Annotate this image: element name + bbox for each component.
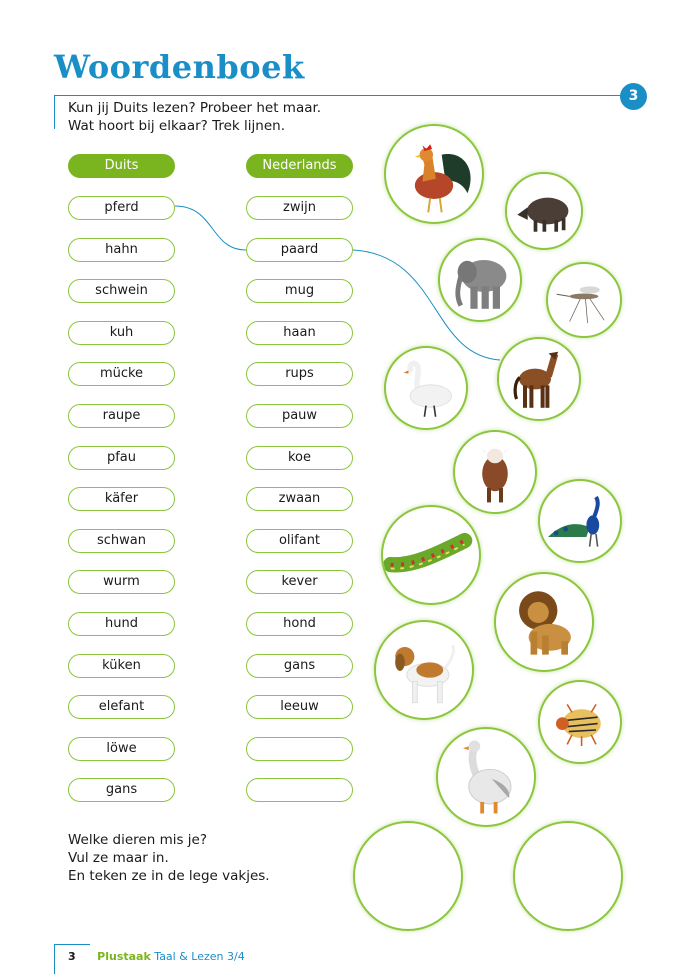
question-line: Welke dieren mis je?: [68, 832, 208, 848]
cow-picture: [453, 430, 537, 514]
german-word-box[interactable]: schwein: [68, 279, 175, 303]
dutch-word-box[interactable]: zwaan: [246, 487, 353, 511]
boar-icon: [507, 174, 581, 248]
elephant-picture: [438, 238, 522, 322]
dutch-word-box[interactable]: kever: [246, 570, 353, 594]
footer-subtitle: Taal & Lezen 3/4: [154, 950, 245, 963]
intro-text: [68, 99, 321, 135]
german-word-box[interactable]: hahn: [68, 238, 175, 262]
question-line: Vul ze maar in.: [68, 850, 169, 866]
header-dutch: Nederlands: [246, 154, 353, 178]
swan-picture: [384, 346, 468, 430]
dutch-word-box[interactable]: hond: [246, 612, 353, 636]
footer-rule: [54, 944, 55, 974]
empty-circle[interactable]: [353, 821, 463, 931]
goose-icon: [438, 729, 534, 825]
connection-line: [175, 206, 246, 250]
horse-icon: [499, 339, 579, 419]
german-word-box[interactable]: hund: [68, 612, 175, 636]
german-word-box[interactable]: schwan: [68, 529, 175, 553]
goose-picture: [436, 727, 536, 827]
peacock-icon: [540, 481, 620, 561]
peacock-picture: [538, 479, 622, 563]
swan-icon: [386, 348, 466, 428]
german-word-box[interactable]: kuh: [68, 321, 175, 345]
intro-line: Wat hoort bij elkaar? Trek lijnen.: [68, 118, 285, 134]
footer-brand: Plustaak: [97, 950, 151, 963]
dog-icon: [376, 622, 472, 718]
mosquito-icon: [548, 264, 620, 336]
dutch-word-box[interactable]: zwijn: [246, 196, 353, 220]
empty-dutch-word-box[interactable]: [246, 737, 353, 761]
page-number-badge: 3: [620, 83, 647, 110]
rooster-icon: [386, 126, 482, 222]
mosquito-picture: [546, 262, 622, 338]
intro-line: Kun jij Duits lezen? Probeer het maar.: [68, 100, 322, 116]
caterpillar-picture: [381, 505, 481, 605]
german-word-box[interactable]: käfer: [68, 487, 175, 511]
question-line: En teken ze in de lege vakjes.: [68, 868, 270, 884]
cow-icon: [455, 432, 535, 512]
header-german: Duits: [68, 154, 175, 178]
german-word-box[interactable]: küken: [68, 654, 175, 678]
footer-page-number: 3: [68, 950, 76, 963]
footer-rule: [54, 944, 90, 945]
beetle-picture: [538, 680, 622, 764]
dutch-word-box[interactable]: gans: [246, 654, 353, 678]
page-title: Woordenboek: [54, 48, 305, 86]
footer: [68, 950, 245, 963]
beagle-picture: [374, 620, 474, 720]
dutch-word-box[interactable]: pauw: [246, 404, 353, 428]
dutch-word-box[interactable]: mug: [246, 279, 353, 303]
german-word-box[interactable]: wurm: [68, 570, 175, 594]
dutch-word-box[interactable]: olifant: [246, 529, 353, 553]
german-word-box[interactable]: mücke: [68, 362, 175, 386]
german-word-box[interactable]: gans: [68, 778, 175, 802]
german-word-box[interactable]: pferd: [68, 196, 175, 220]
question-text: [68, 831, 270, 885]
intro-rule: [54, 95, 55, 129]
dutch-word-box[interactable]: leeuw: [246, 695, 353, 719]
german-word-box[interactable]: raupe: [68, 404, 175, 428]
caterpillar-icon: [383, 507, 479, 603]
lion-icon: [496, 574, 592, 670]
title-rule: [54, 95, 628, 96]
elephant-icon: [440, 240, 520, 320]
dutch-word-box[interactable]: rups: [246, 362, 353, 386]
german-word-box[interactable]: löwe: [68, 737, 175, 761]
german-word-box[interactable]: elefant: [68, 695, 175, 719]
dutch-word-box[interactable]: koe: [246, 446, 353, 470]
empty-dutch-word-box[interactable]: [246, 778, 353, 802]
german-word-box[interactable]: pfau: [68, 446, 175, 470]
beetle-icon: [540, 682, 620, 762]
lion-picture: [494, 572, 594, 672]
rooster-picture: [384, 124, 484, 224]
dutch-word-box[interactable]: haan: [246, 321, 353, 345]
dutch-word-box[interactable]: paard: [246, 238, 353, 262]
horse-picture: [497, 337, 581, 421]
empty-circle[interactable]: [513, 821, 623, 931]
boar-picture: [505, 172, 583, 250]
